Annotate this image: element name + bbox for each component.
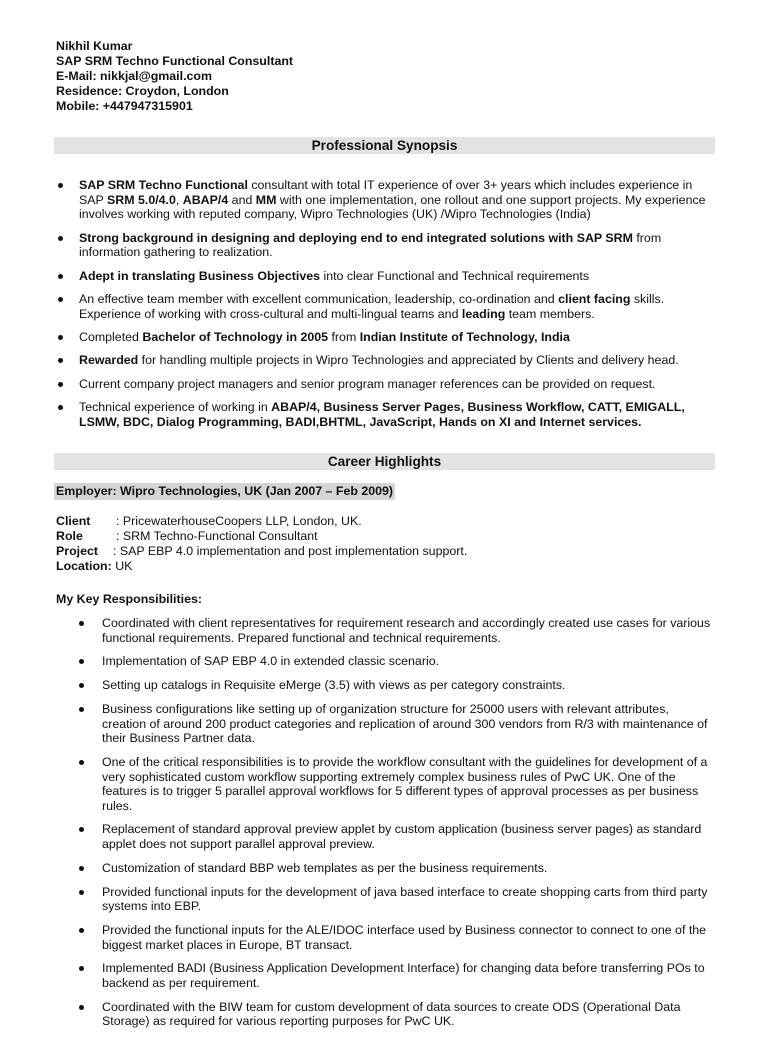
responsibility-item: Coordinated with client representatives for requirement research and accordingly created use cases for various functional requirements. Prepared functional and technical requirements.	[79, 616, 715, 645]
text-run: from information gathering to realization.	[79, 230, 662, 260]
bold-text: Adept in translating Business Objectives	[79, 268, 320, 283]
responsibility-item: Customization of standard BBP web templates as per the business requirements.	[79, 861, 715, 876]
text-run: into clear Functional and Technical requirements	[320, 268, 590, 283]
text-run: from	[328, 329, 360, 344]
synopsis-item	[56, 400, 712, 429]
employer-line: Employer: Wipro Technologies, UK (Jan 2007 – Feb 2009)	[56, 484, 394, 498]
responsibility-item: Implemented BADI (Business Application Development Interface) for changing data before transferring POs to backend as per requirement.	[79, 961, 715, 990]
synopsis-item	[56, 353, 712, 368]
bold-text: Indian Institute of Technology, India	[359, 329, 570, 344]
role-label: Role	[56, 529, 83, 543]
synopsis-list	[56, 178, 712, 438]
synopsis-item	[56, 377, 712, 392]
role-value: : SRM Techno-Functional Consultant	[116, 529, 318, 543]
text-run: Completed	[79, 329, 143, 344]
responsibilities-list	[79, 616, 715, 1038]
location-value: UK	[111, 559, 133, 573]
bold-text: leading	[461, 306, 506, 321]
bold-text: ABAP/4, Business Server Pages, Business Workflow, CATT, EMIGALL, LSMW, BDC, Dialog Programming, BADI,BHTML, JavaScript, Hands on XI and Internet services.	[79, 400, 685, 429]
responsibility-item: Business configurations like setting up of organization structure for 25000 users with relevant attributes, creation of around 200 product categories and replication of around 300 vendors from R/3 with maintenance of their Business Partner data.	[79, 702, 715, 746]
text-run: for handling multiple projects in Wipro Technologies and appreciated by Clients and delivery head.	[138, 353, 679, 368]
responsibility-item: Implementation of SAP EBP 4.0 in extended classic scenario.	[79, 654, 715, 669]
text-run: An effective team member with excellent communication, leadership, co-ordination and	[79, 291, 559, 306]
client-row	[56, 514, 467, 529]
candidate-title: SAP SRM Techno Functional Consultant	[56, 54, 294, 68]
bold-text: MM	[255, 192, 277, 207]
project-label: Project	[56, 544, 99, 558]
bold-text: Strong background in designing and deploying end to end integrated solutions with SAP SRM	[79, 230, 633, 245]
role-row	[56, 529, 467, 544]
project-row	[56, 544, 467, 559]
bold-text: Bachelor of Technology in 2005	[142, 329, 329, 344]
responsibility-item: One of the critical responsibilities is to provide the workflow consultant with the guidelines for development of a very sophisticated custom workflow supporting extremely complex business rules of PwC UK. One of the features is to trigger 5 parallel approval workflows for 5 different types of approval processes as per business rules.	[79, 755, 715, 813]
text-run: and	[228, 192, 256, 207]
synopsis-item	[56, 231, 712, 260]
project-details	[56, 514, 467, 574]
text-run: team members.	[505, 306, 595, 321]
project-value: : SAP EBP 4.0 implementation and post implementation support.	[113, 544, 468, 558]
text-run: consultant with total IT experience of over 3+ years which includes experience in SAP	[79, 178, 693, 207]
career-heading: Career Highlights	[54, 453, 715, 470]
responsibility-item: Provided functional inputs for the development of java based interface to create shopping carts from third party systems into EBP.	[79, 885, 715, 914]
responsibility-item: Coordinated with the BIW team for custom development of data sources to create ODS (Operational Data Storage) as required for various reporting purposes for PwC UK.	[79, 1000, 715, 1029]
candidate-email: E-Mail: nikkjal@gmail.com	[56, 69, 212, 83]
responsibility-item: Provided the functional inputs for the ALE/IDOC interface used by Business connector to connect to one of the biggest market places in Europe, BT transact.	[79, 923, 715, 952]
responsibility-item: Setting up catalogs in Requisite eMerge (3.5) with views as per category constraints.	[79, 678, 715, 693]
synopsis-item	[56, 292, 712, 321]
candidate-name: Nikhil Kumar	[56, 39, 133, 53]
candidate-residence: Residence: Croydon, London	[56, 84, 229, 98]
synopsis-item	[56, 269, 712, 284]
synopsis-item	[56, 178, 712, 222]
location-row	[56, 559, 467, 574]
location-label: Location:	[56, 559, 112, 573]
text-run: skills. Experience of working with cross-cultural and multi-lingual teams and	[79, 291, 665, 321]
bold-text: SRM 5.0/4.0	[107, 192, 176, 207]
candidate-mobile: Mobile: +447947315901	[56, 99, 193, 113]
bold-text: client facing	[558, 291, 631, 306]
bold-text: ABAP/4	[182, 192, 229, 207]
text-run: with one implementation, one rollout and one support projects. My experience involves working with reputed company, Wipro Technologies (UK) /Wipro Technologies (India)	[79, 192, 706, 222]
text-run: Current company project managers and senior program manager references can be provided on request.	[79, 376, 656, 391]
client-label: Client	[56, 514, 91, 528]
bold-text: Rewarded	[79, 353, 139, 368]
synopsis-item	[56, 330, 712, 345]
text-run: Technical experience of working in	[79, 400, 272, 415]
contact-header	[56, 39, 293, 114]
text-run: ,	[175, 192, 183, 207]
client-value: : PricewaterhouseCoopers LLP, London, UK.	[116, 514, 362, 528]
bold-text: SAP SRM Techno Functional	[79, 178, 248, 192]
responsibility-item: Replacement of standard approval preview applet by custom application (business server pages) as standard applet does not support parallel approval preview.	[79, 822, 715, 851]
responsibilities-heading: My Key Responsibilities:	[56, 592, 202, 606]
synopsis-heading: Professional Synopsis	[54, 137, 715, 154]
